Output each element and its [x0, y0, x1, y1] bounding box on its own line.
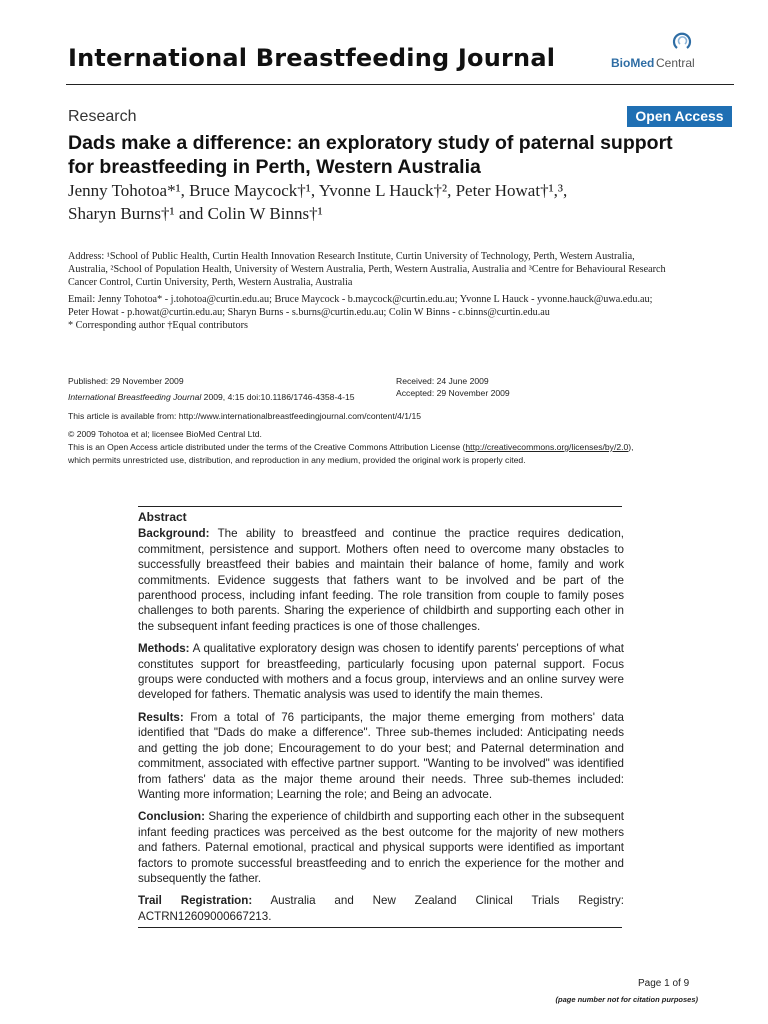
logo-text-bold: BioMed	[611, 56, 655, 70]
copyright: © 2009 Tohotoa et al; licensee BioMed Central Ltd.	[68, 429, 262, 439]
email-line2[interactable]: Peter Howat - p.howat@curtin.edu.au; Sharyn Burns - s.burns@curtin.edu.au; Colin W Binns - c.binns@curtin.edu.au	[68, 307, 550, 318]
received-date: Received: 24 June 2009	[396, 376, 489, 386]
page-note: (page number not for citation purposes)	[555, 995, 698, 1004]
address-line1: Address: ¹School of Public Health, Curtin Health Innovation Research Institute, Curtin University of Technology, Perth, Western Australia,	[68, 251, 635, 262]
email-block	[68, 293, 736, 319]
abstract-bottom-rule	[138, 927, 622, 928]
abstract-top-rule	[138, 506, 622, 507]
biomed-central-logo	[611, 50, 701, 80]
biomed-arc-icon	[671, 30, 693, 52]
license-line1	[68, 441, 738, 453]
methods-label: Methods:	[138, 642, 190, 656]
abstract-conclusion	[138, 809, 624, 886]
published-date: Published: 29 November 2009	[68, 376, 184, 386]
license-link[interactable]: http://creativecommons.org/licenses/by/2.0	[465, 442, 629, 452]
section-label: Research	[68, 108, 137, 125]
abstract-trial	[138, 893, 624, 924]
trial-label: Trail Registration:	[138, 894, 253, 908]
abstract-results	[138, 710, 624, 802]
license-text-pre: This is an Open Access article distributed under the terms of the Creative Commons Attribution License (	[68, 442, 466, 452]
authors-line2: Sharyn Burns†¹ and Colin W Binns†¹	[68, 204, 323, 223]
logo-text-rest: Central	[656, 56, 695, 70]
abstract-background	[138, 526, 624, 634]
corresponding-note: * Corresponding author †Equal contributors	[68, 320, 248, 331]
license-line2: which permits unrestricted use, distribution, and reproduction in any medium, provided the original work is properly cited.	[68, 455, 526, 465]
citation-journal: International Breastfeeding Journal	[68, 392, 202, 402]
email-line1[interactable]: Email: Jenny Tohotoa* - j.tohotoa@curtin.edu.au; Bruce Maycock - b.maycock@curtin.edu.au; Yvonne L Hauck - yvonne.hauck@uwa.edu.au;	[68, 294, 653, 305]
address-block	[68, 250, 736, 289]
article-title-line1: Dads make a difference: an exploratory study of paternal support	[68, 132, 673, 154]
authors	[68, 179, 728, 225]
article-url[interactable]: This article is available from: http://www.internationalbreastfeedingjournal.com/content/4/1/15	[68, 411, 422, 421]
article-title	[68, 131, 728, 179]
license-text-post: ),	[628, 442, 634, 452]
conclusion-text: Sharing the experience of childbirth and supporting each other in the subsequent infant feeding practices was perceived as the best outcome for the majority of new mothers and fathers. Paternal emotional, practical and physical supports were identified as important factors to promote successful breastfeeding and to enrich the experience for the mother and subsequently the father.	[138, 810, 624, 885]
abstract-methods	[138, 641, 624, 703]
results-text: From a total of 76 participants, the major theme emerging from mothers' data identified that "Dads do make a difference". Three sub-themes included: Anticipating needs and getting the job done; Encouragement to do your best; and Paternal determination and commitment, associated with effective partner support. "Wanting to be involved" was identified from fathers' data as the major theme around their needs. Three sub-themes included: Wanting more information; Learning the role; and Being an advocate.	[138, 710, 624, 801]
open-access-badge: Open Access	[627, 106, 732, 127]
article-title-line2: for breastfeeding in Perth, Western Australia	[68, 156, 481, 178]
journal-title: International Breastfeeding Journal	[68, 44, 556, 72]
page-number: Page 1 of 9	[638, 978, 690, 989]
abstract	[138, 510, 624, 931]
address-line2: Australia, ²School of Population Health, University of Western Australia, Perth, Western Australia, Australia and ³Centre for Behavioural Research	[68, 264, 666, 275]
trial-text: Australia and New Zealand Clinical Trials Registry: ACTRN12609000667213.	[138, 894, 624, 923]
address-line3: Cancer Control, Curtin University, Perth, Western Australia, Australia	[68, 277, 353, 288]
authors-line1: Jenny Tohotoa*¹, Bruce Maycock†¹, Yvonne L Hauck†², Peter Howat†¹,³,	[68, 181, 568, 200]
citation	[68, 391, 355, 403]
results-label: Results:	[138, 710, 184, 724]
background-text: The ability to breastfeed and continue the practice requires dedication, commitment, persistence and support. Mothers often need to overcome many obstacles to successfully breastfeed their babies and maintain their balance of home, family and work commitments. Evidence suggests that fathers want to be involved and be part of the parenthood process, including infant feeding. The role transition from couple to family poses challenges to both parents. Sharing the experience of childbirth and supporting each other in the subsequent infant feeding practices is one of those challenges.	[138, 527, 624, 633]
accepted-date: Accepted: 29 November 2009	[396, 388, 510, 398]
conclusion-label: Conclusion:	[138, 810, 205, 824]
abstract-heading: Abstract	[138, 510, 187, 524]
background-label: Background:	[138, 527, 210, 541]
citation-details: 2009, 4:15 doi:10.1186/1746-4358-4-15	[201, 392, 355, 402]
methods-text: A qualitative exploratory design was chosen to identify parents' perceptions of what constitutes support for breastfeeding, particularly focusing upon paternal support. Focus groups were conducted with mothers and a focus group, interviews and an online survey were developed for fathers. Thematic analysis was used to identify the main themes.	[138, 642, 624, 702]
header-rule	[66, 84, 734, 85]
